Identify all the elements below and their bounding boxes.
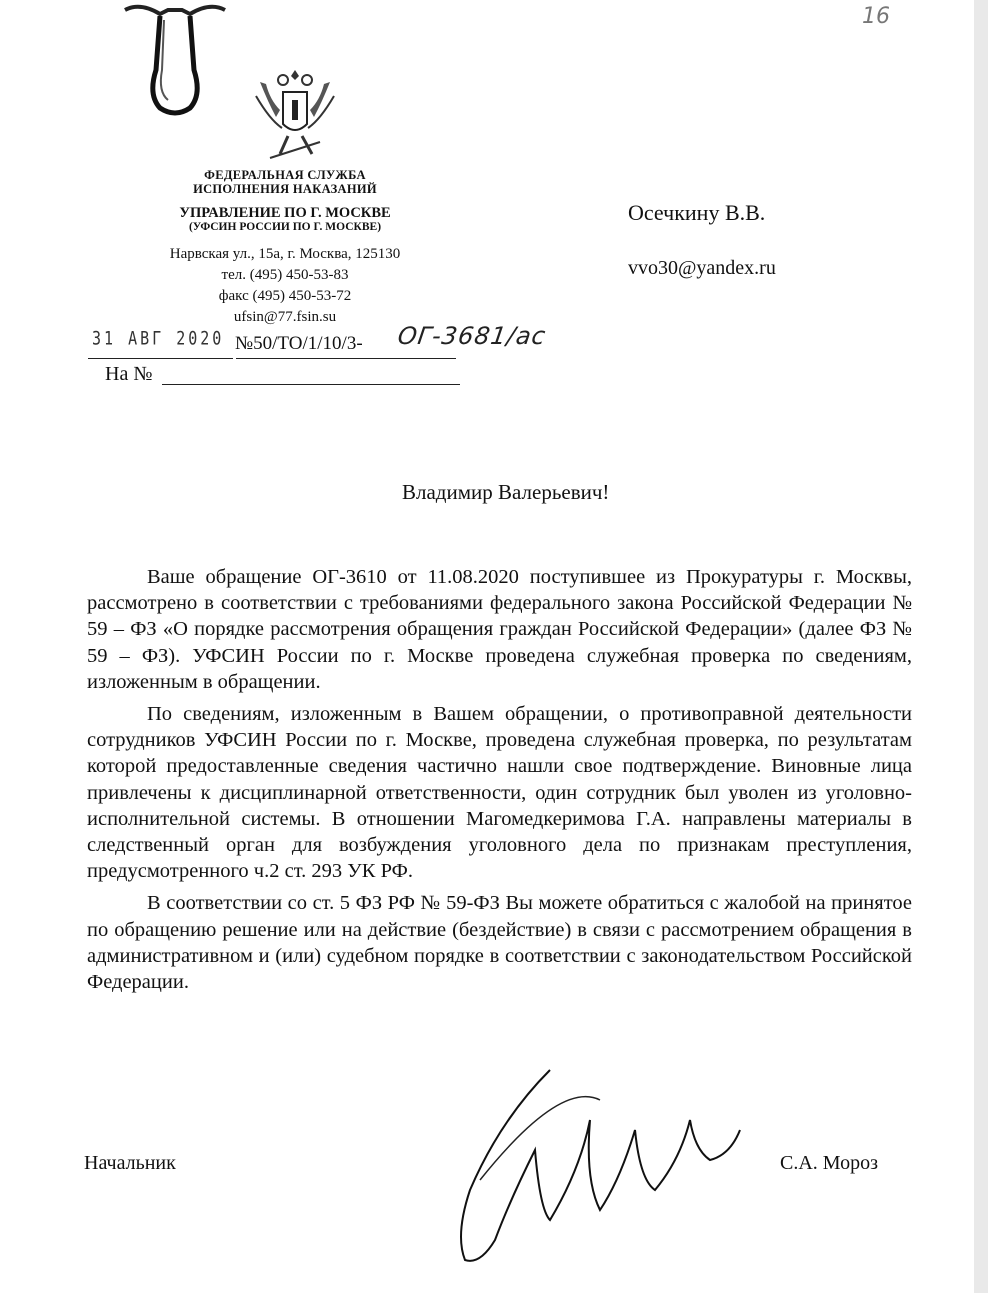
org-email: ufsin@77.fsin.su [233,308,337,325]
org-address: Нарвская ул., 15а, г. Москва, 125130 [169,245,401,262]
org-line-3: УПРАВЛЕНИЕ ПО Г. МОСКВЕ [179,204,391,221]
number-underline [236,358,456,359]
organization-header [140,168,430,328]
paragraph: Ваше обращение ОГ-3610 от 11.08.2020 поступившее из Прокуратуры г. Москвы, рассмотрено в соответствии с требованиями федерального закона Российской Федерации № 59 – ФЗ «О порядке рассмотрения обращения граждан Российской Федерации» (далее ФЗ № 59 – ФЗ). УФСИН России по г. Москве проведена служебная проверка по сведениям, изложенным в обращении. [87,566,912,693]
greeting: Владимир Валерьевич! [402,480,610,504]
binder-clip-icon [120,0,230,120]
recipient-name: Осечкину В.В. [628,200,766,225]
date-underline [88,358,233,359]
handwritten-number: ОГ-3681/ас [396,322,548,350]
org-line-4: (УФСИН РОССИИ ПО Г. МОСКВЕ) [188,221,382,234]
page-number: 16 [862,4,890,29]
reference-label: На № [105,363,153,385]
signatory-position: Начальник [84,1152,176,1174]
outgoing-number: №50/ТО/1/10/3- [235,333,363,354]
org-line-2: ИСПОЛНЕНИЯ НАКАЗАНИЙ [193,182,377,197]
double-headed-eagle-emblem-icon [250,62,340,166]
handwritten-signature [440,1060,760,1270]
org-phone: тел. (495) 450-53-83 [221,266,349,283]
scan-edge [974,0,988,1293]
org-fax: факс (495) 450-53-72 [218,287,352,304]
paragraph: В соответствии со ст. 5 ФЗ РФ № 59-ФЗ Вы можете обратиться с жалобой на принятое по обращению решение или на действие (бездействие) в связи с рассмотрением обращения в административном и (или) судебном порядке в соответствии с законодательством Российской Федерации. [87,892,912,994]
org-line-1: ФЕДЕРАЛЬНАЯ СЛУЖБА [204,168,366,182]
paragraph: По сведениям, изложенным в Вашем обращении, о противоправной деятельности сотрудников УФСИН России по г. Москве, проведена служебная проверка, по результатам которой предоставленные сведения частично нашли свое подтверждение. Виновные лица привлечены к дисциплинарной ответственности, один сотрудник был уволен из уголовно-исполнительной системы. В отношении Магомедкеримова Г.А. направлены материалы в следственный орган для возбуждения уголовного дела по признакам преступления, предусмотренного ч.2 ст. 293 УК РФ. [87,703,912,883]
recipient-email: vvo30@yandex.ru [628,257,776,279]
reference-underline [162,384,460,385]
date-stamp: 31 АВГ 2020 [92,326,225,350]
signatory-name: С.А. Мороз [780,1152,878,1174]
letter-body [87,564,912,1001]
